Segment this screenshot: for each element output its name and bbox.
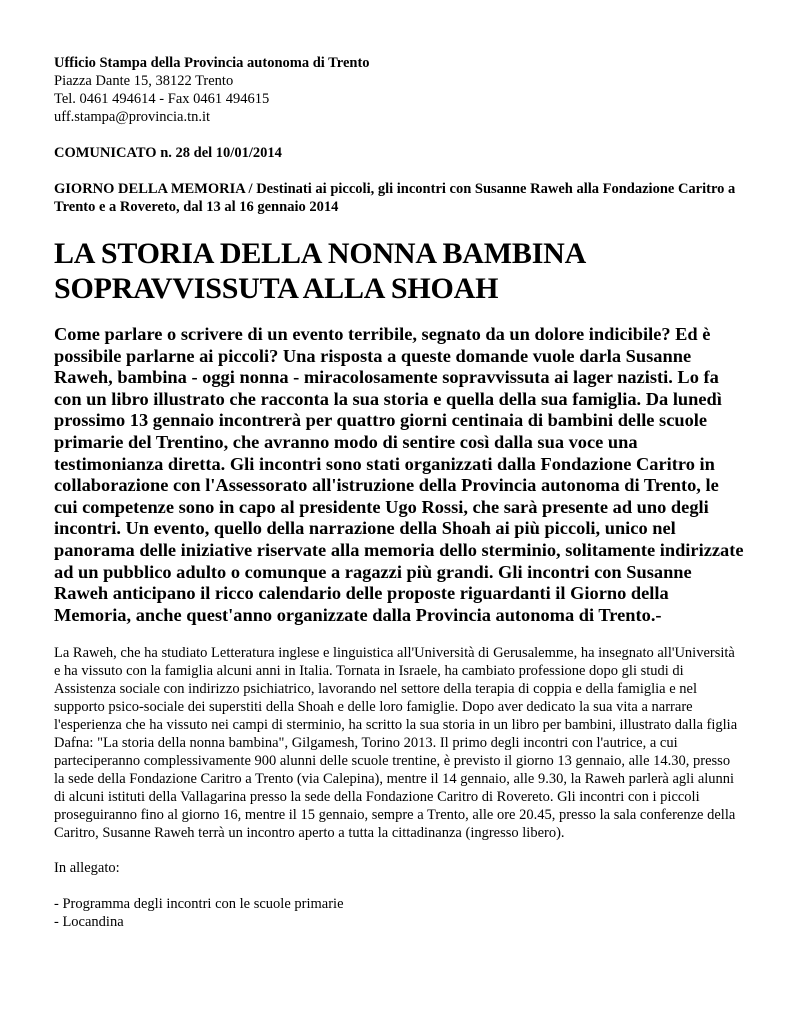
title-line-1: LA STORIA DELLA NONNA BAMBINA xyxy=(54,237,587,270)
office-phone-fax: Tel. 0461 494614 - Fax 0461 494615 xyxy=(54,91,270,107)
release-kicker: GIORNO DELLA MEMORIA / Destinati ai piccoli, gli incontri con Susanne Raweh alla Fondazione Caritro a Trento e a Rovereto, dal 13 al 16 gennaio 2014 xyxy=(54,181,736,215)
office-address: Piazza Dante 15, 38122 Trento xyxy=(54,73,234,89)
attachment-item: - Locandina xyxy=(54,914,124,931)
page-title xyxy=(54,236,744,306)
release-number: COMUNICATO n. 28 del 10/01/2014 xyxy=(54,145,282,161)
press-release-page xyxy=(54,54,744,931)
press-office-header xyxy=(54,54,744,126)
lead-paragraph: Come parlare o scrivere di un evento terribile, segnato da un dolore indicibile? Ed è possibile parlarne ai piccoli? Una risposta a queste domande vuole darla Susanne Raweh, bambina - oggi nonna - miracolosamente sopravvissuta ai lager nazisti. Lo fa con un libro illustrato che racconta la sua storia e quella della sua famiglia. Da lunedì prossimo 13 gennaio incontrerà per quattro giorni centinaia di bambini delle scuole primarie del Trentino, che avranno modo di sentire così dalla sua voce una testimonianza diretta. Gli incontri sono stati organizzati dalla Fondazione Caritro in collaborazione con l'Assessorato all'istruzione della Provincia autonoma di Trento, le cui competenze sono in capo al presidente Ugo Rossi, che sarà presente ad uno degli incontri. Un evento, quello della narrazione della Shoah ai più piccoli, unico nel panorama delle iniziative riservate alla memoria dello sterminio, solitamente indirizzate ad un pubblico adulto o comunque a ragazzi più grandi. Gli incontri con Susanne Raweh anticipano il ricco calendario delle proposte riguardanti il Giorno della Memoria, anche quest'anno organizzate dalla Provincia autonoma di Trento.- xyxy=(54,324,744,625)
title-line-2: SOPRAVVISSUTA ALLA SHOAH xyxy=(54,272,499,305)
body-paragraph: La Raweh, che ha studiato Letteratura inglese e linguistica all'Università di Gerusalemme, ha insegnato all'Università e ha vissuto con la famiglia alcuni anni in Italia. Tornata in Israele, ha cambiato professione dopo gli studi di Assistenza sociale con indirizzo psichiatrico, lavorando nel settore della terapia di coppia e della famiglia e nel supporto psico-sociale dei superstiti della Shoah e delle loro famiglie. Dopo aver dedicato la sua vita a narrare l'esperienza che ha vissuto nei campi di sterminio, ha scritto la sua storia in un libro per bambini, illustrato dalla figlia Dafna: "La storia della nonna bambina", Gilgamesh, Torino 2013. Il primo degli incontri con l'autrice, a cui parteciperanno complessivamente 900 alunni delle scuole trentine, è previsto il giorno 13 gennaio, alle 14.30, presso la sede della Fondazione Caritro a Trento (via Calepina), mentre il 14 gennaio, alle 9.30, la Raweh parlerà agli alunni di alcuni istituti della Vallagarina presso la sede della Fondazione Caritro di Rovereto. Gli incontri con i piccoli proseguiranno fino al giorno 16, mentre il 15 gennaio, sempre a Trento, alle ore 20.45, presso la sala conferenze della Caritro, Susanne Raweh terrà un incontro aperto a tutta la cittadinanza (ingresso libero). xyxy=(54,645,738,842)
office-email: uff.stampa@provincia.tn.it xyxy=(54,109,211,125)
attachments-list xyxy=(54,895,744,931)
attachment-item: - Programma degli incontri con le scuole primarie xyxy=(54,896,344,913)
attachments-label: In allegato: xyxy=(54,860,120,877)
organization-name: Ufficio Stampa della Provincia autonoma di Trento xyxy=(54,55,370,71)
